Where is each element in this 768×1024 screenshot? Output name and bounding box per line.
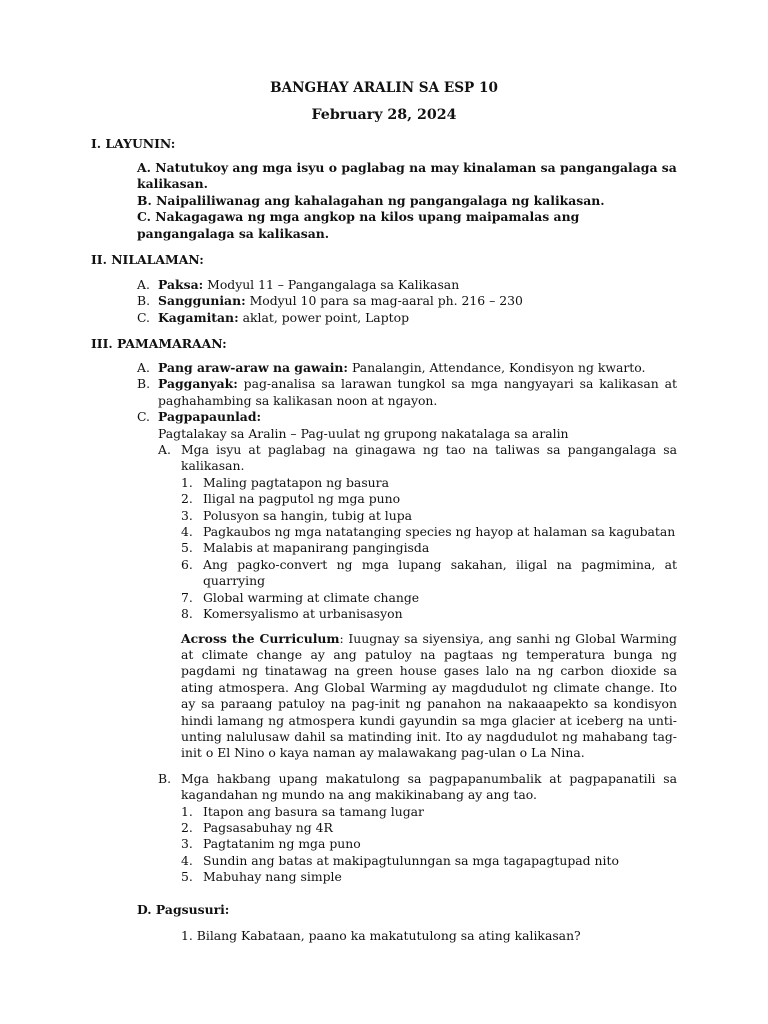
sub-b-text: Mga hakbang upang makatulong sa pagpapanumbalik at pagpapanatili sa kagandahan ng mundo na ang makikinabang ay ang tao. [181, 770, 677, 803]
list-marker: C. [137, 409, 150, 425]
layunin-item: C. Nakagagawa ng mga angkop na kilos upang maipamalas ang pangangalaga sa kalikasan. [137, 209, 580, 241]
item-text: pag-analisa sa larawan tungkol sa mga nangyayari sa kalikasan at paghahambing sa kalikasan noon at ngayon. [158, 376, 677, 408]
item-text: aklat, power point, Laptop [238, 309, 409, 325]
list-number: 2. [181, 819, 193, 835]
item-text: Panalangin, Attendance, Kondisyon ng kwarto. [348, 360, 646, 375]
list-item-text: Komersyalismo at urbanisasyon [203, 606, 403, 622]
nilalaman-list [137, 277, 677, 326]
list-item-text: Itapon ang basura sa tamang lugar [203, 803, 424, 819]
list-item [181, 853, 677, 869]
pamamaraan-item-b [137, 376, 677, 409]
nilalaman-item [137, 310, 677, 326]
list-number: 4. [181, 524, 193, 540]
item-label: Sanggunian: [158, 293, 246, 309]
list-item-text: Sundin ang batas at makipagtulunngan sa mga tagapagtupad nito [203, 852, 619, 868]
list-marker: A. [137, 360, 150, 375]
nilalaman-item [137, 277, 677, 293]
list-item-text: Ang pagko-convert ng mga lupang sakahan, iligal na pagmimina, at quarrying [203, 556, 677, 589]
item-text: Modyul 10 para sa mag-aaral ph. 216 – 230 [245, 293, 523, 309]
across-label: Across the Curriculum [181, 630, 340, 646]
list-marker: A. [158, 442, 171, 458]
pagpapaunlad-sub-b [158, 771, 677, 886]
item-label: Paksa: [158, 277, 204, 292]
list-number: 4. [181, 852, 193, 868]
pagpapaunlad-intro: Pagtalakay sa Aralin – Pag-uulat ng grupong nakatalaga sa aralin [158, 425, 569, 441]
pagsusuri-question: 1. Bilang Kabataan, paano ka makatutulong sa ating kalikasan? [181, 928, 581, 943]
section-heading-nilalaman: II. NILALAMAN: [91, 252, 204, 267]
list-item [181, 540, 677, 556]
list-item [181, 590, 677, 606]
list-item-text: Mabuhay nang simple [203, 869, 342, 885]
section-heading-pamamaraan: III. PAMAMARAAN: [91, 336, 227, 351]
list-item-text: Maling pagtatapon ng basura [203, 474, 389, 490]
section-heading-layunin: I. LAYUNIN: [91, 136, 176, 151]
list-number: 3. [181, 507, 193, 523]
list-item-text: Malabis at mapanirang pangingisda [203, 540, 430, 556]
list-item [181, 606, 677, 622]
list-item [181, 508, 677, 524]
list-number: 5. [181, 540, 193, 556]
list-item [181, 524, 677, 540]
list-number: 6. [181, 556, 193, 572]
pamamaraan-item-c [137, 409, 677, 885]
pagpapaunlad-sub-a [158, 442, 677, 762]
list-item-text: Global warming at climate change [203, 589, 420, 605]
layunin-item: B. Naipaliliwanag ang kahalagahan ng pangangalaga ng kalikasan. [137, 192, 605, 208]
list-number: 1. [181, 803, 193, 819]
document-title: BANGHAY ARALIN SA ESP 10 [270, 80, 498, 96]
list-marker: C. [137, 309, 150, 325]
list-number: 2. [181, 491, 193, 507]
list-marker: B. [137, 293, 151, 309]
pamamaraan-item-a [137, 360, 677, 376]
list-marker: A. [137, 277, 150, 292]
across-text: : Iuugnay sa siyensiya, ang sanhi ng Global Warming at climate change ay ang patuloy na pagtaas ng temperatura bunga ng pagdami ng tinatawag na green house gases lalo na ng carbon dioxide sa ating atmospera. Ang Global Warming ay magdudulot ng climate change. Ito ay sa paraang patuloy na pag-init ng panahon na nakaaapekto sa kondisyon hindi lamang ng atmospera kundi gayundin sa mga glacier at iceberg na unti-unting nalulusaw dahil sa matinding init. Ito ay nagdudulot ng mahabang tag-init o El Nino o kaya naman ay malawakang pag-ulan o La Nina. [181, 630, 677, 761]
list-number: 7. [181, 589, 193, 605]
item-label: Pagganyak: [158, 376, 238, 392]
list-item [181, 869, 677, 885]
hakbang-list [181, 804, 677, 886]
list-item [181, 491, 677, 507]
list-item [181, 836, 677, 852]
list-item-text: Pagkaubos ng mga natatanging species ng hayop at halaman sa kagubatan [203, 524, 676, 540]
list-number: 1. [181, 474, 193, 490]
item-text: Modyul 11 – Pangangalaga sa Kalikasan [203, 277, 460, 292]
list-marker: B. [137, 376, 151, 392]
list-number: 5. [181, 869, 193, 885]
isyu-list [181, 475, 677, 623]
list-item-text: Pagsasabuhay ng 4R [203, 819, 333, 835]
layunin-list [137, 160, 677, 242]
item-label: Pagpapaunlad: [158, 409, 262, 425]
list-number: 3. [181, 836, 193, 852]
pamamaraan-list [137, 360, 677, 886]
sub-a-text: Mga isyu at paglabag na ginagawa ng tao na taliwas sa pangangalaga sa kalikasan. [181, 442, 677, 474]
list-item-text: Polusyon sa hangin, tubig at lupa [203, 507, 413, 523]
section-heading-pagsusuri: D. Pagsusuri: [137, 902, 230, 917]
across-the-curriculum-paragraph [181, 631, 677, 762]
list-marker: B. [158, 770, 172, 786]
item-label: Pang araw-araw na gawain: [158, 360, 348, 375]
list-item-text: Pagtatanim ng mga puno [203, 836, 361, 852]
nilalaman-item [137, 293, 677, 309]
list-item-text: Iligal na pagputol ng mga puno [203, 491, 401, 507]
list-item [181, 475, 677, 491]
layunin-item: A. Natutukoy ang mga isyu o paglabag na may kinalaman sa pangangalaga sa kalikasan. [137, 160, 677, 192]
item-label: Kagamitan: [158, 309, 239, 325]
list-item [181, 820, 677, 836]
list-number: 8. [181, 606, 193, 622]
list-item [181, 804, 677, 820]
list-item [181, 557, 677, 590]
document-date: February 28, 2024 [311, 107, 457, 123]
